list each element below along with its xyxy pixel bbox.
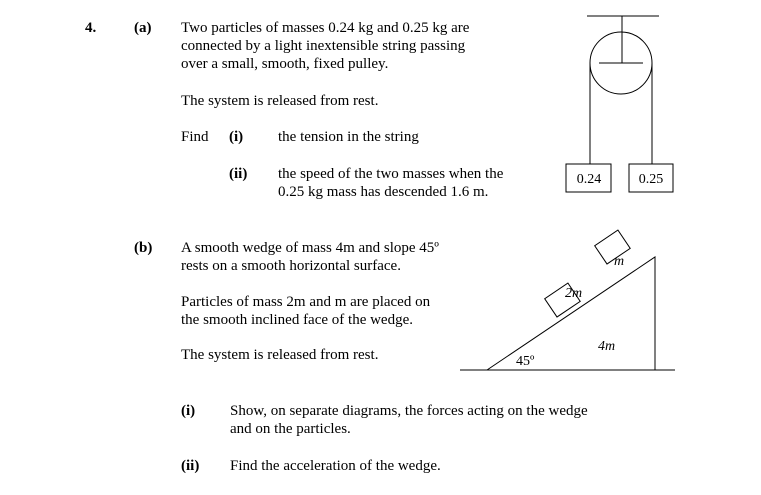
wedge-mass-label: 4m — [598, 339, 616, 354]
mass-left-label: 0.24 — [576, 172, 602, 187]
pulley-diagram — [566, 16, 673, 192]
part-b-sub-ii-label: (ii) — [181, 458, 200, 474]
part-a-sub-ii-line-2: 0.25 kg mass has descended 1.6 m. — [278, 184, 489, 200]
part-b-sub-i-line-2: and on the particles. — [230, 421, 351, 437]
angle-label: 45º — [516, 354, 535, 369]
part-b-line-2: rests on a smooth horizontal surface. — [181, 258, 401, 274]
part-a-line-1: Two particles of masses 0.24 kg and 0.25 kg are — [181, 20, 470, 36]
part-b-released: The system is released from rest. — [181, 347, 379, 363]
part-a-label: (a) — [134, 20, 152, 36]
part-b-particles-line-1: Particles of mass 2m and m are placed on — [181, 294, 431, 310]
part-b-sub-i-line-1: Show, on separate diagrams, the forces acting on the wedge — [230, 403, 588, 419]
part-a-sub-i-text: the tension in the string — [278, 129, 419, 145]
part-b-particles-line-2: the smooth inclined face of the wedge. — [181, 312, 414, 328]
part-a-line-3: over a small, smooth, fixed pulley. — [181, 56, 389, 72]
part-b-sub-ii-text: Find the acceleration of the wedge. — [230, 458, 441, 474]
part-a-sub-i-label: (i) — [229, 129, 244, 145]
part-a-sub-ii-label: (ii) — [229, 166, 248, 182]
part-a-line-2: connected by a light inextensible string passing — [181, 38, 466, 54]
question-number: 4. — [85, 20, 97, 36]
part-b-sub-i-label: (i) — [181, 403, 196, 419]
part-b-line-1: A smooth wedge of mass 4m and slope 45º — [181, 240, 439, 256]
part-b-label: (b) — [134, 240, 153, 256]
particle-m-label: m — [614, 254, 625, 269]
particle-m-box — [595, 230, 631, 264]
part-a-sub-ii-line-1: the speed of the two masses when the — [278, 166, 504, 182]
wedge — [487, 257, 655, 370]
mass-right-label: 0.25 — [638, 172, 664, 187]
part-a-released: The system is released from rest. — [181, 93, 379, 109]
part-a-find: Find — [181, 129, 209, 145]
particle-2m-label: 2m — [565, 286, 583, 301]
